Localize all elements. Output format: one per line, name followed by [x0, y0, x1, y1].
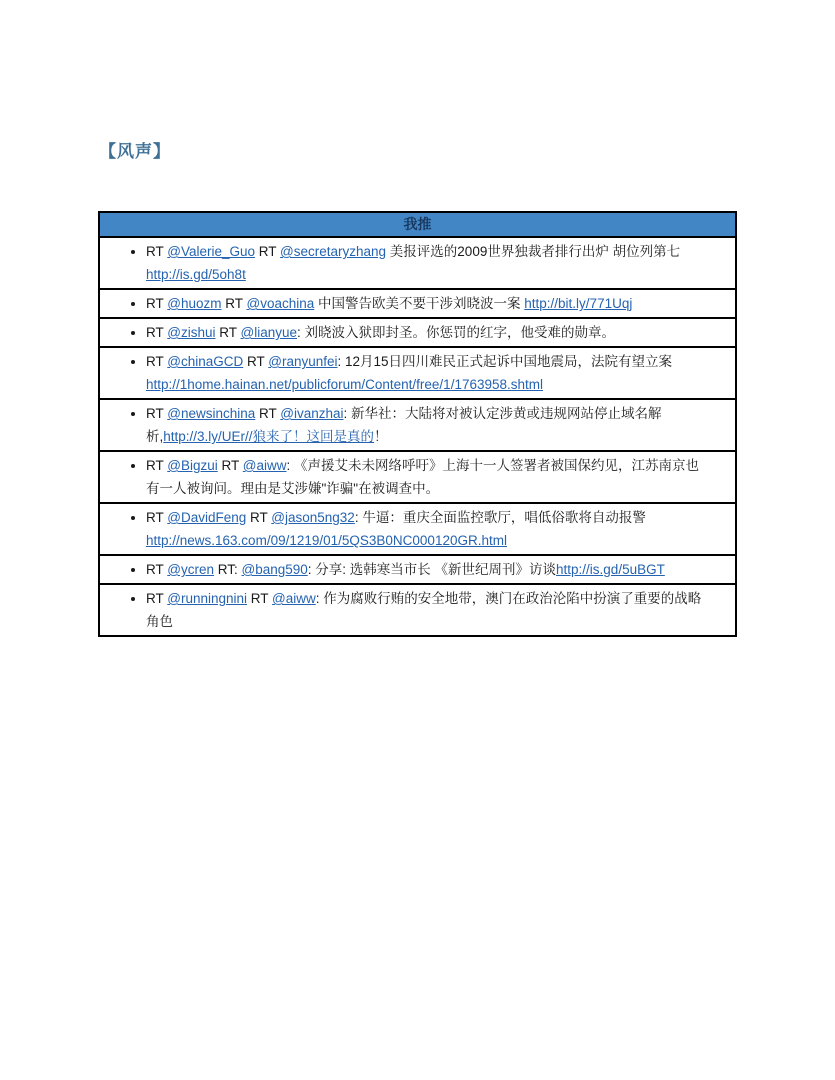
twitter-handle-link[interactable]: @ycren — [167, 562, 214, 577]
tweet-text: 美报评选的2009世界独裁者排行出炉 胡位列第七 — [386, 244, 681, 259]
tweet-row — [100, 556, 735, 585]
tweet-text: RT — [146, 354, 168, 369]
tweet-item — [146, 319, 735, 346]
url-link[interactable]: http://1home.hainan.net/publicforum/Content/free/1/1763958.shtml — [146, 377, 544, 392]
tweet-text: RT — [146, 406, 168, 421]
tweet-item — [146, 400, 735, 450]
url-link[interactable]: http://bit.ly/771Uqj — [524, 296, 633, 311]
tweet-text: RT — [146, 591, 168, 606]
twitter-handle-link[interactable]: @runningnini — [167, 591, 248, 606]
tweet-text: : 牛逼：重庆全面监控歌厅，唱低俗歌将自动报警 — [354, 510, 646, 525]
url-link[interactable]: http://is.gd/5oh8t — [146, 267, 246, 282]
tweet-text: : 新华社：大陆将对被认定涉黄或违规网站停止域名解析, — [146, 406, 662, 444]
tweet-text: : 12月15日四川难民正式起诉中国地震局，法院有望立案 — [337, 354, 673, 369]
twitter-handle-link[interactable]: @bang590 — [241, 562, 308, 577]
tweet-text: : 作为腐败行贿的安全地带，澳门在政治沦陷中扮演了重要的战略角色 — [146, 591, 702, 629]
twitter-handle-link[interactable]: @aiww — [272, 591, 316, 606]
twitter-handle-link[interactable]: @ivanzhai — [280, 406, 344, 421]
tweet-text: RT — [146, 562, 168, 577]
tweet-table — [98, 211, 737, 637]
tweet-rows-container — [100, 238, 735, 635]
tweet-item — [146, 585, 735, 635]
table-header-my-tweets: 我推 — [100, 213, 735, 238]
twitter-handle-link[interactable]: @zishui — [167, 325, 216, 340]
tweet-item — [146, 290, 735, 317]
url-link[interactable]: http://news.163.com/09/1219/01/5QS3B0NC000120GR.html — [146, 533, 507, 548]
tweet-text: RT — [255, 244, 281, 259]
tweet-row — [100, 504, 735, 556]
tweet-item — [146, 238, 735, 288]
twitter-handle-link[interactable]: @Bigzui — [167, 458, 218, 473]
tweet-text: RT — [215, 325, 241, 340]
tweet-row — [100, 238, 735, 290]
tweet-text: : 《声援艾未未网络呼吁》上海十一人签署者被国保约见，江苏南京也有一人被询问。理由是艾涉嫌"诈骗"在被调查中。 — [146, 458, 699, 496]
tweet-row — [100, 585, 735, 635]
tweet-text: RT — [246, 510, 272, 525]
tweet-text: RT — [146, 458, 168, 473]
tweet-row — [100, 348, 735, 400]
tweet-text: RT — [146, 325, 168, 340]
twitter-handle-link[interactable]: @jason5ng32 — [271, 510, 355, 525]
twitter-handle-link[interactable]: @ranyunfei — [268, 354, 338, 369]
tweet-item — [146, 556, 735, 583]
twitter-handle-link[interactable]: @newsinchina — [167, 406, 256, 421]
tweet-text: 中国警告欧美不要干涉刘晓波一案 — [314, 296, 525, 311]
twitter-handle-link[interactable]: @lianyue — [240, 325, 298, 340]
tweet-text: RT — [146, 510, 168, 525]
twitter-handle-link[interactable]: @voachina — [246, 296, 315, 311]
tweet-row — [100, 400, 735, 452]
tweet-row — [100, 290, 735, 319]
twitter-handle-link[interactable]: @chinaGCD — [167, 354, 244, 369]
tweet-text: RT — [146, 296, 168, 311]
tweet-text: : 刘晓波入狱即封圣。你惩罚的红字，他受难的勋章。 — [297, 325, 616, 340]
tweet-text: RT — [221, 296, 247, 311]
tweet-text: : 分享: 选韩寒当市长 《新世纪周刊》访谈 — [307, 562, 557, 577]
twitter-handle-link[interactable]: @Valerie_Guo — [167, 244, 256, 259]
twitter-handle-link[interactable]: @huozm — [167, 296, 222, 311]
tweet-text: RT — [243, 354, 269, 369]
tweet-row — [100, 452, 735, 504]
tweet-item — [146, 452, 735, 502]
tweet-text: RT — [217, 458, 243, 473]
tweet-text: RT — [255, 406, 281, 421]
tweet-item — [146, 348, 735, 398]
url-link[interactable]: http://is.gd/5uBGT — [556, 562, 665, 577]
tweet-text: ！ — [374, 429, 388, 444]
twitter-handle-link[interactable]: @secretaryzhang — [280, 244, 387, 259]
page-title: 【风声】 — [99, 142, 171, 161]
twitter-handle-link[interactable]: @aiww — [242, 458, 287, 473]
tweet-text: RT: — [213, 562, 242, 577]
tweet-row — [100, 319, 735, 348]
tweet-text: RT — [247, 591, 273, 606]
twitter-handle-link[interactable]: @DavidFeng — [167, 510, 247, 525]
url-link[interactable]: http://3.ly/UEr//狼来了！这回是真的 — [163, 429, 375, 444]
tweet-text: RT — [146, 244, 168, 259]
tweet-item — [146, 504, 735, 554]
